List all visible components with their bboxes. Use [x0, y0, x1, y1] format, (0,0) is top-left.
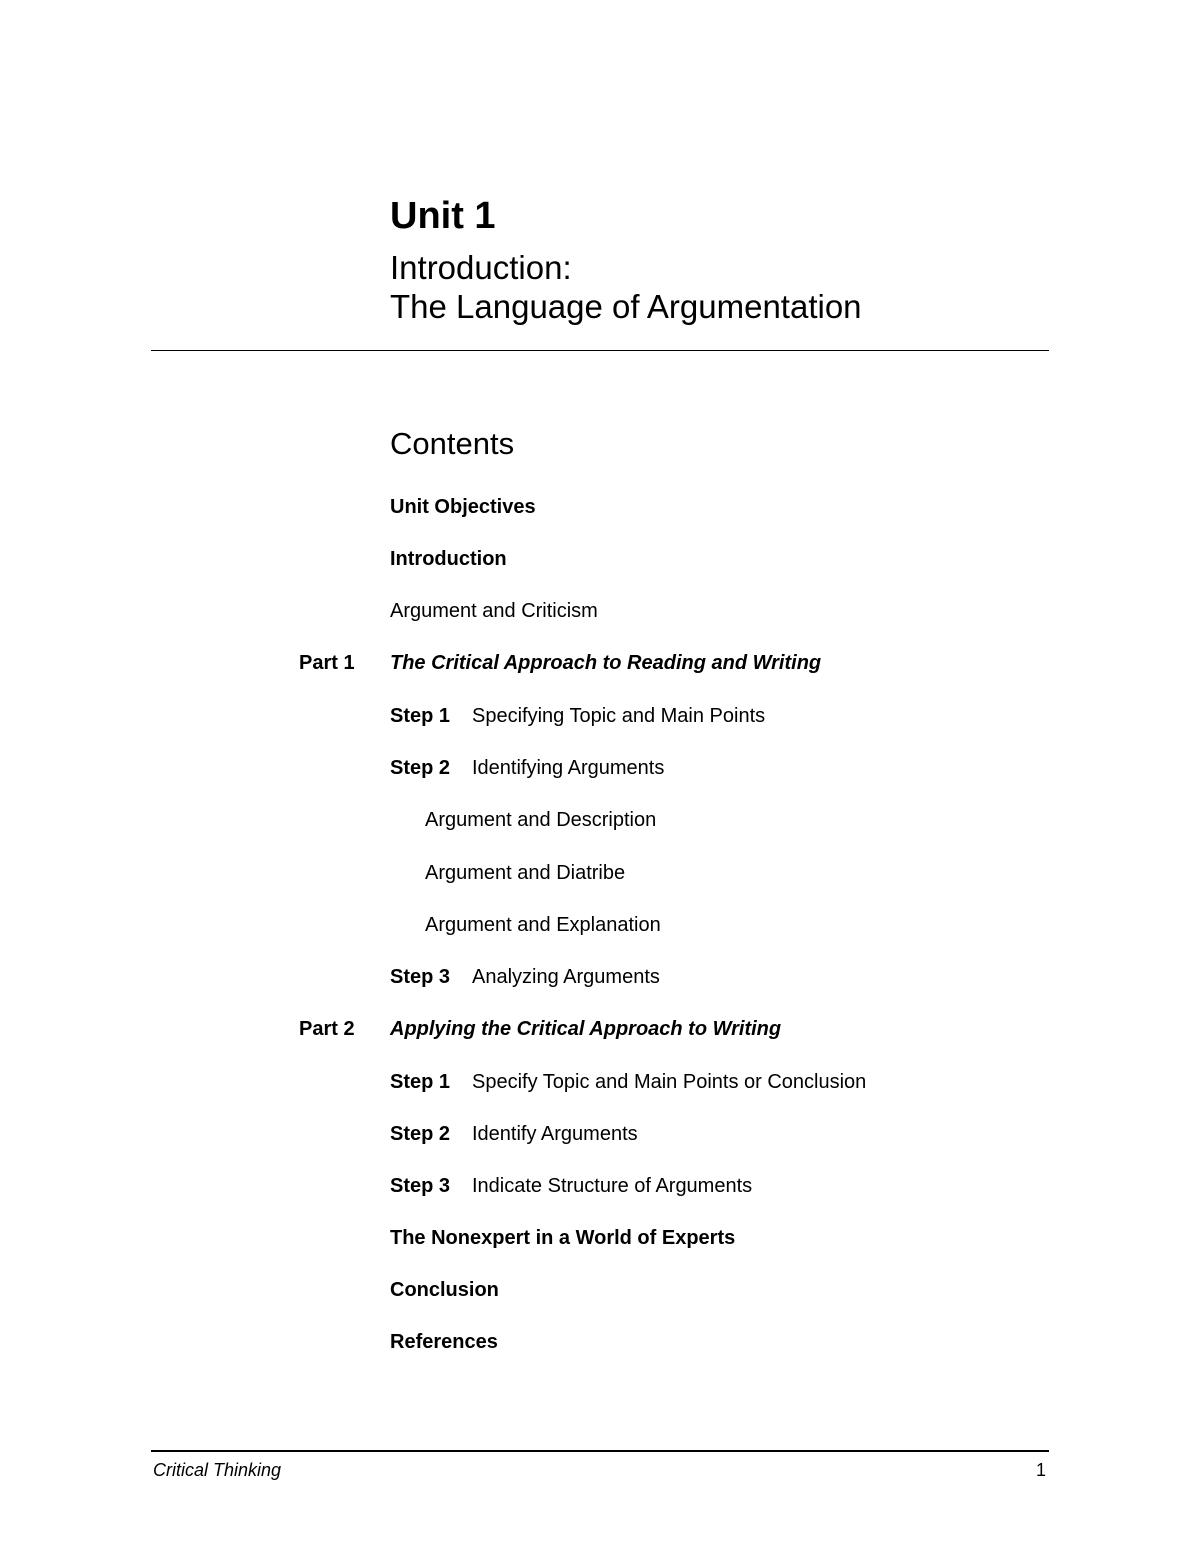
toc-step-label: Step 1 [390, 1071, 451, 1093]
toc-item-identifying-arguments[interactable]: Identifying Arguments [472, 757, 665, 779]
unit-subtitle-line-1: Introduction: [390, 249, 572, 286]
toc-step-label: Step 2 [390, 757, 451, 779]
toc-item-part-2-title[interactable]: Applying the Critical Approach to Writing [390, 1018, 782, 1040]
toc-item-part-1-title[interactable]: The Critical Approach to Reading and Writing [390, 652, 822, 674]
toc-item-argument-and-explanation[interactable]: Argument and Explanation [425, 914, 661, 936]
toc-part-label: Part 1 [299, 652, 355, 674]
toc-step-label: Step 3 [390, 966, 451, 988]
toc-item-specify-topic[interactable]: Specify Topic and Main Points or Conclusion [472, 1071, 867, 1093]
toc-item-analyzing-arguments[interactable]: Analyzing Arguments [472, 966, 660, 988]
toc-item-indicate-structure[interactable]: Indicate Structure of Arguments [472, 1175, 753, 1197]
unit-subtitle-line-2: The Language of Argumentation [390, 288, 862, 325]
header-divider [151, 350, 1049, 351]
toc-step-label: Step 2 [390, 1123, 451, 1145]
toc-item-identify-arguments[interactable]: Identify Arguments [472, 1123, 638, 1145]
footer-title: Critical Thinking [153, 1460, 282, 1480]
toc-item-nonexpert[interactable]: The Nonexpert in a World of Experts [390, 1227, 736, 1249]
toc-item-references[interactable]: References [390, 1331, 498, 1353]
toc-item-introduction[interactable]: Introduction [390, 548, 507, 570]
toc-item-argument-and-diatribe[interactable]: Argument and Diatribe [425, 862, 626, 884]
toc-item-unit-objectives[interactable]: Unit Objectives [390, 496, 536, 518]
toc-item-argument-and-criticism[interactable]: Argument and Criticism [390, 600, 598, 622]
toc-item-conclusion[interactable]: Conclusion [390, 1279, 499, 1301]
unit-title: Unit 1 [390, 195, 496, 237]
toc-step-label: Step 1 [390, 705, 451, 727]
toc-item-argument-and-description[interactable]: Argument and Description [425, 809, 657, 831]
footer-divider [151, 1450, 1049, 1452]
contents-heading: Contents [390, 426, 515, 461]
page-number: 1 [1036, 1460, 1047, 1480]
toc-item-specifying-topic[interactable]: Specifying Topic and Main Points [472, 705, 766, 727]
toc-part-label: Part 2 [299, 1018, 355, 1040]
toc-step-label: Step 3 [390, 1175, 451, 1197]
